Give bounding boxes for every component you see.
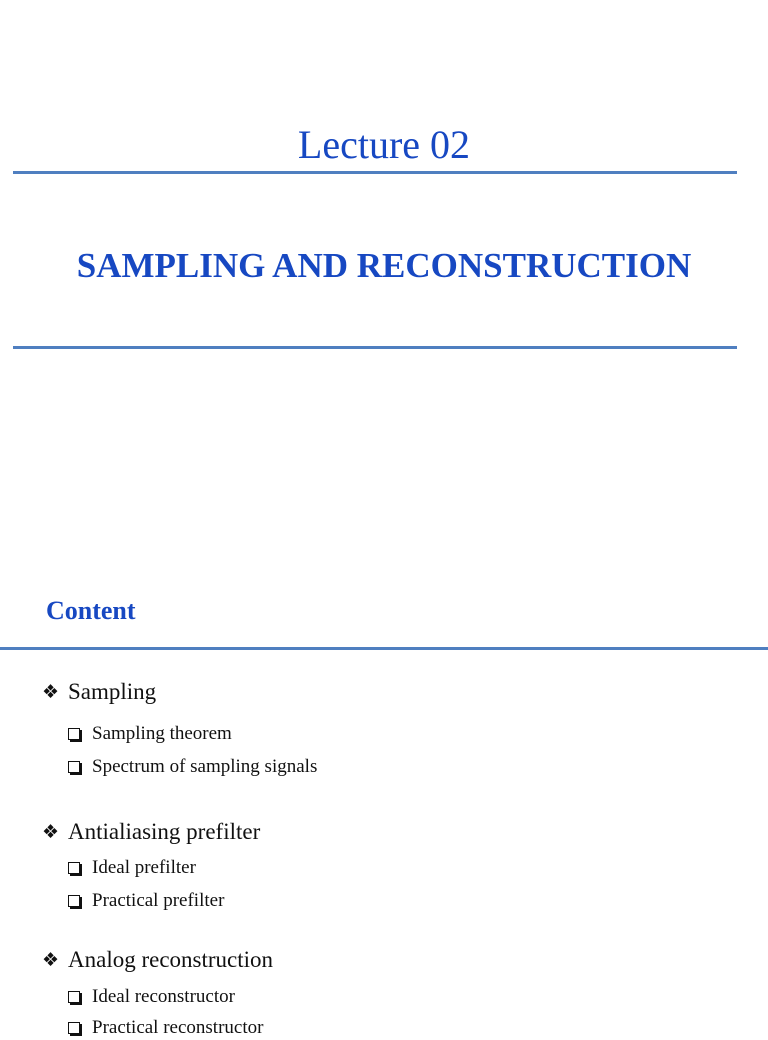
lecture-title: Lecture 02 [297, 122, 471, 167]
list-item [68, 985, 235, 1009]
list-item-label: Practical prefilter [92, 890, 225, 911]
section-label: Analog reconstruction [68, 947, 274, 972]
list-item [68, 722, 232, 746]
list-item-label: Ideal reconstructor [92, 986, 235, 1007]
subtitle-divider [13, 346, 737, 349]
lecture-subtitle: SAMPLING AND RECONSTRUCTION [76, 246, 692, 285]
section-reconstruction [42, 946, 273, 974]
checkbox-bullet-icon [68, 728, 80, 740]
list-item-label: Ideal prefilter [92, 857, 196, 878]
list-item [68, 1016, 263, 1040]
section-label: Antialiasing prefilter [68, 819, 261, 844]
checkbox-bullet-icon [68, 991, 80, 1003]
checkbox-bullet-icon [68, 862, 80, 874]
section-antialiasing [42, 818, 260, 846]
list-item-label: Sampling theorem [92, 723, 232, 744]
title-divider [13, 171, 737, 174]
list-item [68, 889, 224, 913]
list-item [68, 856, 196, 880]
list-item [68, 755, 317, 779]
checkbox-bullet-icon [68, 761, 80, 773]
diamond-bullet-icon: ❖ [42, 821, 60, 843]
section-sampling [42, 678, 156, 706]
diamond-bullet-icon: ❖ [42, 949, 60, 971]
checkbox-bullet-icon [68, 895, 80, 907]
diamond-bullet-icon: ❖ [42, 681, 60, 703]
content-heading: Content [46, 596, 136, 625]
list-item-label: Spectrum of sampling signals [92, 756, 318, 777]
content-divider [0, 647, 768, 650]
section-label: Sampling [68, 679, 157, 704]
list-item-label: Practical reconstructor [92, 1017, 264, 1038]
